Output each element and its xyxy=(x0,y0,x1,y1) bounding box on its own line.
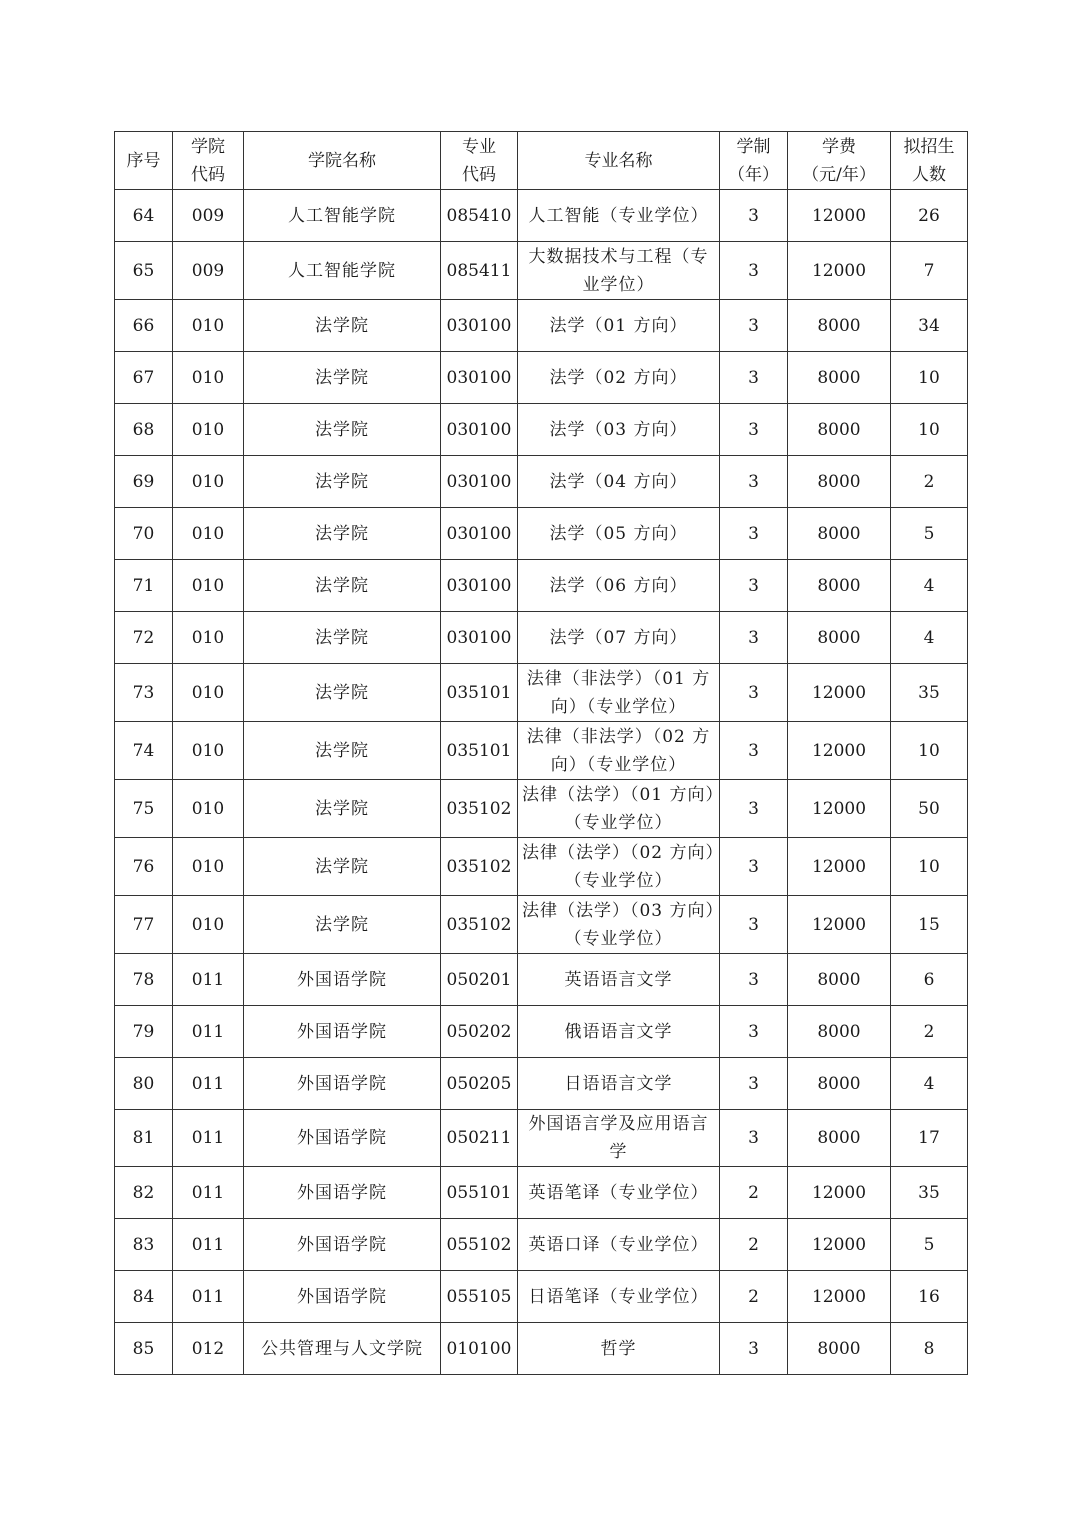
cell-fee: 12000 xyxy=(788,838,891,896)
table-row xyxy=(115,560,968,612)
cell-seq-no: 77 xyxy=(115,896,173,954)
cell-college-code: 011 xyxy=(173,1006,244,1058)
column-header xyxy=(173,132,244,190)
table-row xyxy=(115,404,968,456)
cell-fee: 12000 xyxy=(788,1219,891,1271)
cell-college-code: 011 xyxy=(173,1058,244,1110)
cell-college-name: 法学院 xyxy=(244,838,441,896)
cell-major-code: 050202 xyxy=(441,1006,518,1058)
cell-seq-no: 67 xyxy=(115,352,173,404)
cell-fee: 12000 xyxy=(788,780,891,838)
table-row xyxy=(115,1219,968,1271)
cell-college-name: 法学院 xyxy=(244,352,441,404)
cell-fee: 12000 xyxy=(788,664,891,722)
cell-quota: 34 xyxy=(891,300,968,352)
cell-college-code: 010 xyxy=(173,896,244,954)
cell-college-code: 011 xyxy=(173,1271,244,1323)
table-row xyxy=(115,1271,968,1323)
table-row xyxy=(115,190,968,242)
cell-major-code: 050205 xyxy=(441,1058,518,1110)
cell-years: 3 xyxy=(720,560,788,612)
cell-quota: 5 xyxy=(891,1219,968,1271)
cell-college-code: 010 xyxy=(173,780,244,838)
cell-seq-no: 80 xyxy=(115,1058,173,1110)
column-header-line: 代码 xyxy=(462,164,496,185)
table-row xyxy=(115,242,968,300)
cell-years: 3 xyxy=(720,1323,788,1375)
cell-quota: 6 xyxy=(891,954,968,1006)
cell-years: 3 xyxy=(720,954,788,1006)
column-header xyxy=(720,132,788,190)
cell-college-code: 011 xyxy=(173,1219,244,1271)
cell-college-code: 010 xyxy=(173,838,244,896)
column-header-line: 拟招生 xyxy=(903,136,955,157)
table-row xyxy=(115,1110,968,1167)
cell-college-name: 人工智能学院 xyxy=(244,190,441,242)
cell-major-name: 英语笔译（专业学位） xyxy=(518,1167,720,1219)
cell-major-code: 035101 xyxy=(441,664,518,722)
cell-major-name: 英语语言文学 xyxy=(518,954,720,1006)
cell-major-code: 030100 xyxy=(441,612,518,664)
cell-college-code: 009 xyxy=(173,242,244,300)
cell-seq-no: 75 xyxy=(115,780,173,838)
cell-seq-no: 78 xyxy=(115,954,173,1006)
cell-years: 3 xyxy=(720,404,788,456)
cell-major-code: 030100 xyxy=(441,456,518,508)
cell-quota: 2 xyxy=(891,456,968,508)
cell-years: 3 xyxy=(720,508,788,560)
cell-major-name: 法律（法学）（03 方向）（专业学位） xyxy=(518,896,720,954)
cell-years: 2 xyxy=(720,1219,788,1271)
cell-major-code: 055102 xyxy=(441,1219,518,1271)
cell-major-name: 法学（01 方向） xyxy=(518,300,720,352)
cell-major-code: 030100 xyxy=(441,560,518,612)
header-row xyxy=(115,132,968,190)
cell-years: 3 xyxy=(720,1006,788,1058)
cell-college-code: 009 xyxy=(173,190,244,242)
cell-major-name: 法学（03 方向） xyxy=(518,404,720,456)
cell-college-name: 外国语学院 xyxy=(244,954,441,1006)
cell-major-code: 050201 xyxy=(441,954,518,1006)
enrollment-table xyxy=(114,131,968,1375)
cell-major-name: 法律（非法学）（01 方向）（专业学位） xyxy=(518,664,720,722)
cell-years: 3 xyxy=(720,190,788,242)
cell-college-code: 011 xyxy=(173,954,244,1006)
cell-years: 3 xyxy=(720,1110,788,1167)
cell-quota: 2 xyxy=(891,1006,968,1058)
cell-quota: 8 xyxy=(891,1323,968,1375)
column-header-line: 学制 xyxy=(736,136,771,157)
cell-fee: 12000 xyxy=(788,1271,891,1323)
cell-fee: 12000 xyxy=(788,190,891,242)
column-header-line: 代码 xyxy=(191,164,225,185)
cell-college-name: 法学院 xyxy=(244,722,441,780)
cell-major-name: 日语语言文学 xyxy=(518,1058,720,1110)
cell-seq-no: 66 xyxy=(115,300,173,352)
cell-college-code: 010 xyxy=(173,722,244,780)
cell-major-name: 法律（法学）（01 方向）（专业学位） xyxy=(518,780,720,838)
cell-major-code: 085410 xyxy=(441,190,518,242)
table-row xyxy=(115,1006,968,1058)
column-header-line: （元/年） xyxy=(802,164,876,185)
cell-major-name: 法学（07 方向） xyxy=(518,612,720,664)
cell-college-name: 外国语学院 xyxy=(244,1006,441,1058)
cell-seq-no: 79 xyxy=(115,1006,173,1058)
cell-fee: 8000 xyxy=(788,508,891,560)
cell-quota: 15 xyxy=(891,896,968,954)
cell-fee: 8000 xyxy=(788,352,891,404)
cell-college-name: 外国语学院 xyxy=(244,1058,441,1110)
cell-quota: 16 xyxy=(891,1271,968,1323)
column-header xyxy=(891,132,968,190)
cell-major-name: 法学（05 方向） xyxy=(518,508,720,560)
table-row xyxy=(115,722,968,780)
cell-quota: 7 xyxy=(891,242,968,300)
cell-college-code: 010 xyxy=(173,612,244,664)
cell-major-code: 055105 xyxy=(441,1271,518,1323)
cell-years: 3 xyxy=(720,896,788,954)
cell-major-code: 030100 xyxy=(441,352,518,404)
cell-college-code: 010 xyxy=(173,508,244,560)
cell-college-name: 外国语学院 xyxy=(244,1110,441,1167)
cell-years: 3 xyxy=(720,838,788,896)
cell-fee: 8000 xyxy=(788,1323,891,1375)
cell-college-name: 外国语学院 xyxy=(244,1167,441,1219)
cell-seq-no: 73 xyxy=(115,664,173,722)
cell-quota: 5 xyxy=(891,508,968,560)
column-header-line: 专业名称 xyxy=(584,150,653,171)
cell-years: 3 xyxy=(720,722,788,780)
column-header xyxy=(518,132,720,190)
cell-major-name: 法学（06 方向） xyxy=(518,560,720,612)
cell-quota: 10 xyxy=(891,722,968,780)
cell-college-name: 法学院 xyxy=(244,780,441,838)
cell-seq-no: 68 xyxy=(115,404,173,456)
table-row xyxy=(115,352,968,404)
cell-college-code: 010 xyxy=(173,352,244,404)
cell-seq-no: 70 xyxy=(115,508,173,560)
cell-major-code: 035102 xyxy=(441,838,518,896)
cell-years: 3 xyxy=(720,1058,788,1110)
cell-major-code: 085411 xyxy=(441,242,518,300)
cell-quota: 50 xyxy=(891,780,968,838)
cell-major-code: 030100 xyxy=(441,404,518,456)
table-row xyxy=(115,456,968,508)
cell-quota: 10 xyxy=(891,838,968,896)
cell-years: 3 xyxy=(720,352,788,404)
table-row xyxy=(115,1167,968,1219)
cell-fee: 8000 xyxy=(788,1058,891,1110)
cell-fee: 8000 xyxy=(788,1110,891,1167)
column-header xyxy=(441,132,518,190)
cell-major-code: 030100 xyxy=(441,508,518,560)
cell-seq-no: 84 xyxy=(115,1271,173,1323)
cell-fee: 8000 xyxy=(788,1006,891,1058)
cell-major-code: 035102 xyxy=(441,896,518,954)
cell-fee: 8000 xyxy=(788,404,891,456)
column-header xyxy=(115,132,173,190)
cell-seq-no: 69 xyxy=(115,456,173,508)
cell-seq-no: 64 xyxy=(115,190,173,242)
cell-seq-no: 65 xyxy=(115,242,173,300)
cell-major-name: 日语笔译（专业学位） xyxy=(518,1271,720,1323)
cell-quota: 4 xyxy=(891,612,968,664)
cell-years: 3 xyxy=(720,300,788,352)
cell-quota: 35 xyxy=(891,664,968,722)
cell-quota: 4 xyxy=(891,560,968,612)
cell-fee: 8000 xyxy=(788,954,891,1006)
cell-college-code: 010 xyxy=(173,456,244,508)
cell-major-name: 大数据技术与工程（专业学位） xyxy=(518,242,720,300)
cell-major-name: 人工智能（专业学位） xyxy=(518,190,720,242)
cell-seq-no: 71 xyxy=(115,560,173,612)
cell-major-name: 俄语语言文学 xyxy=(518,1006,720,1058)
cell-fee: 12000 xyxy=(788,722,891,780)
table-header xyxy=(115,132,968,190)
cell-major-code: 035102 xyxy=(441,780,518,838)
table-row xyxy=(115,954,968,1006)
cell-seq-no: 72 xyxy=(115,612,173,664)
column-header-line: 学费 xyxy=(822,136,856,157)
cell-seq-no: 82 xyxy=(115,1167,173,1219)
cell-quota: 10 xyxy=(891,352,968,404)
cell-major-name: 外国语言学及应用语言学 xyxy=(518,1110,720,1167)
cell-college-name: 法学院 xyxy=(244,612,441,664)
cell-major-code: 010100 xyxy=(441,1323,518,1375)
cell-college-code: 010 xyxy=(173,560,244,612)
cell-college-code: 012 xyxy=(173,1323,244,1375)
table-row xyxy=(115,508,968,560)
cell-college-name: 法学院 xyxy=(244,404,441,456)
cell-major-name: 哲学 xyxy=(518,1323,720,1375)
cell-seq-no: 76 xyxy=(115,838,173,896)
column-header xyxy=(244,132,441,190)
cell-seq-no: 85 xyxy=(115,1323,173,1375)
cell-years: 3 xyxy=(720,780,788,838)
column-header-line: 学院 xyxy=(191,136,225,157)
cell-quota: 35 xyxy=(891,1167,968,1219)
cell-college-name: 法学院 xyxy=(244,664,441,722)
cell-college-name: 法学院 xyxy=(244,560,441,612)
table-row xyxy=(115,838,968,896)
cell-major-name: 法律（法学）（02 方向）（专业学位） xyxy=(518,838,720,896)
cell-college-name: 公共管理与人文学院 xyxy=(244,1323,441,1375)
cell-fee: 12000 xyxy=(788,896,891,954)
cell-college-name: 法学院 xyxy=(244,896,441,954)
table-row xyxy=(115,780,968,838)
cell-major-code: 030100 xyxy=(441,300,518,352)
cell-quota: 17 xyxy=(891,1110,968,1167)
table-row xyxy=(115,1058,968,1110)
cell-seq-no: 74 xyxy=(115,722,173,780)
cell-college-code: 010 xyxy=(173,664,244,722)
cell-college-code: 010 xyxy=(173,300,244,352)
cell-years: 3 xyxy=(720,242,788,300)
cell-major-code: 035101 xyxy=(441,722,518,780)
cell-college-name: 人工智能学院 xyxy=(244,242,441,300)
cell-quota: 26 xyxy=(891,190,968,242)
table-row xyxy=(115,664,968,722)
cell-quota: 4 xyxy=(891,1058,968,1110)
table-row xyxy=(115,896,968,954)
cell-fee: 8000 xyxy=(788,612,891,664)
column-header-line: 序号 xyxy=(126,150,161,171)
cell-years: 3 xyxy=(720,456,788,508)
cell-seq-no: 81 xyxy=(115,1110,173,1167)
cell-fee: 8000 xyxy=(788,560,891,612)
column-header-line: 专业 xyxy=(462,136,496,157)
cell-college-name: 法学院 xyxy=(244,456,441,508)
cell-major-name: 法学（02 方向） xyxy=(518,352,720,404)
cell-years: 3 xyxy=(720,612,788,664)
column-header-line: （年） xyxy=(728,164,779,185)
cell-college-name: 外国语学院 xyxy=(244,1219,441,1271)
table-row xyxy=(115,612,968,664)
cell-seq-no: 83 xyxy=(115,1219,173,1271)
cell-fee: 8000 xyxy=(788,300,891,352)
cell-fee: 8000 xyxy=(788,456,891,508)
cell-college-name: 外国语学院 xyxy=(244,1271,441,1323)
cell-years: 2 xyxy=(720,1167,788,1219)
cell-college-code: 011 xyxy=(173,1110,244,1167)
cell-years: 2 xyxy=(720,1271,788,1323)
cell-major-name: 法学（04 方向） xyxy=(518,456,720,508)
cell-fee: 12000 xyxy=(788,1167,891,1219)
table-body xyxy=(115,190,968,1375)
column-header xyxy=(788,132,891,190)
column-header-line: 人数 xyxy=(912,164,946,185)
cell-college-code: 010 xyxy=(173,404,244,456)
cell-major-code: 055101 xyxy=(441,1167,518,1219)
table-row xyxy=(115,1323,968,1375)
cell-college-name: 法学院 xyxy=(244,508,441,560)
cell-college-name: 法学院 xyxy=(244,300,441,352)
cell-college-code: 011 xyxy=(173,1167,244,1219)
cell-fee: 12000 xyxy=(788,242,891,300)
column-header-line: 学院名称 xyxy=(308,150,376,171)
cell-years: 3 xyxy=(720,664,788,722)
cell-major-code: 050211 xyxy=(441,1110,518,1167)
cell-quota: 10 xyxy=(891,404,968,456)
cell-major-name: 法律（非法学）（02 方向）（专业学位） xyxy=(518,722,720,780)
table-row xyxy=(115,300,968,352)
cell-major-name: 英语口译（专业学位） xyxy=(518,1219,720,1271)
